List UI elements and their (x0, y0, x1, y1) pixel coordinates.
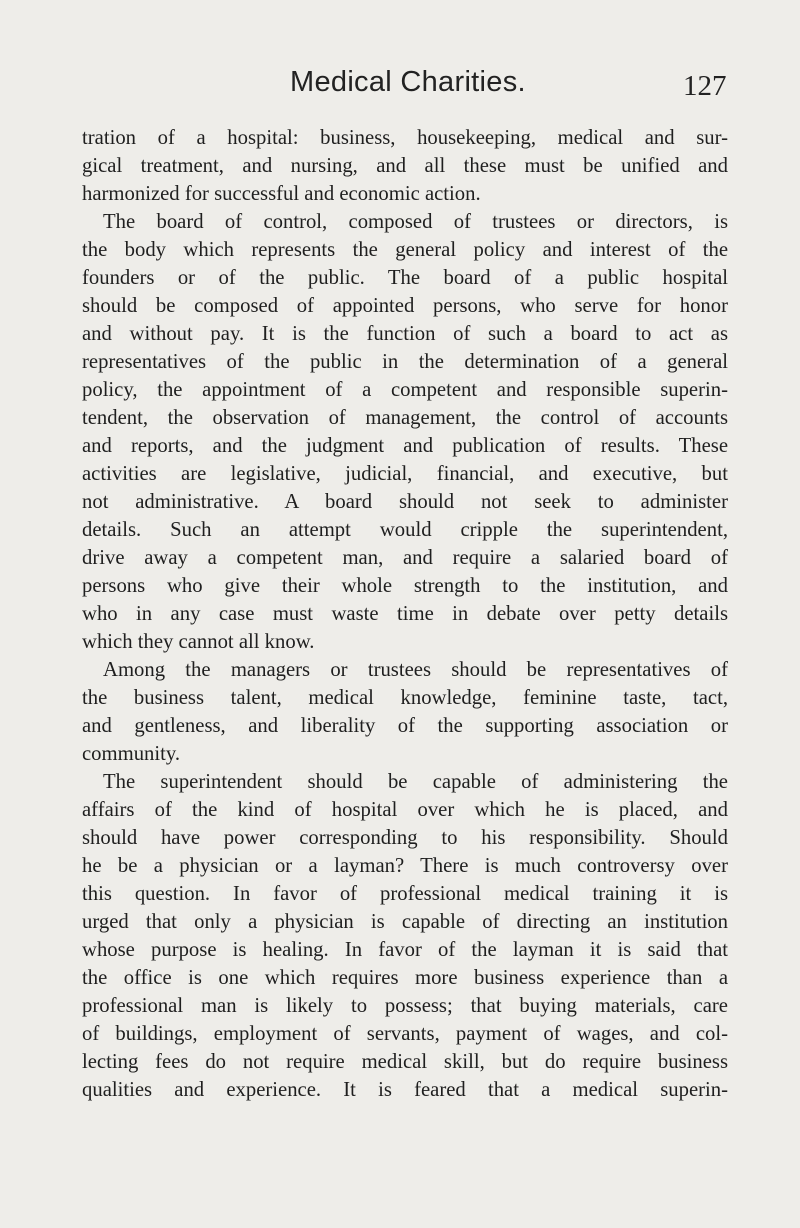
text-line: professional man is likely to possess; that buying materials, care (82, 995, 728, 1017)
text-line: which they cannot all know. (82, 631, 315, 653)
text-line: Among the managers or trustees should be representatives of (103, 659, 728, 681)
page-number: 127 (683, 70, 727, 102)
running-head (0, 66, 800, 106)
text-line: and reports, and the judgment and publication of results. These (82, 435, 728, 457)
text-line: affairs of the kind of hospital over which he is placed, and (82, 799, 728, 821)
text-line: who in any case must waste time in debate over petty details (82, 603, 728, 625)
text-line: gical treatment, and nursing, and all these must be unified and (82, 155, 728, 177)
running-title: Medical Charities. (290, 66, 526, 98)
text-line: and gentleness, and liberality of the supporting association or (82, 715, 728, 737)
text-line: The board of control, composed of trustees or directors, is (103, 211, 728, 233)
text-line: whose purpose is healing. In favor of the layman it is said that (82, 939, 728, 961)
text-line: details. Such an attempt would cripple the superintendent, (82, 519, 728, 541)
text-line: representatives of the public in the determination of a general (82, 351, 728, 373)
text-line: he be a physician or a layman? There is much controversy over (82, 855, 728, 877)
text-line: policy, the appointment of a competent and responsible superin- (82, 379, 728, 401)
text-line: drive away a competent man, and require a salaried board of (82, 547, 728, 569)
text-line: tration of a hospital: business, housekeeping, medical and sur- (82, 127, 728, 149)
text-line: not administrative. A board should not seek to administer (82, 491, 728, 513)
text-line: community. (82, 743, 181, 765)
text-line: lecting fees do not require medical skill, but do require business (82, 1051, 728, 1073)
text-line: and without pay. It is the function of such a board to act as (82, 323, 728, 345)
text-line: persons who give their whole strength to the institution, and (82, 575, 728, 597)
text-line: tendent, the observation of management, the control of accounts (82, 407, 728, 429)
text-line: the office is one which requires more business experience than a (82, 967, 728, 989)
text-line: should have power corresponding to his responsibility. Should (82, 827, 728, 849)
text-line: harmonized for successful and economic action. (82, 183, 481, 205)
text-line: founders or of the public. The board of a public hospital (82, 267, 728, 289)
text-line: The superintendent should be capable of administering the (103, 771, 728, 793)
text-line: of buildings, employment of servants, payment of wages, and col- (82, 1023, 728, 1045)
text-line: urged that only a physician is capable of directing an institution (82, 911, 728, 933)
text-line: activities are legislative, judicial, financial, and executive, but (82, 463, 728, 485)
text-line: qualities and experience. It is feared that a medical superin- (82, 1079, 728, 1101)
text-line: should be composed of appointed persons, who serve for honor (82, 295, 728, 317)
text-line: the business talent, medical knowledge, feminine taste, tact, (82, 687, 728, 709)
text-line: the body which represents the general policy and interest of the (82, 239, 728, 261)
text-line: this question. In favor of professional medical training it is (82, 883, 728, 905)
body-text (82, 124, 728, 1104)
